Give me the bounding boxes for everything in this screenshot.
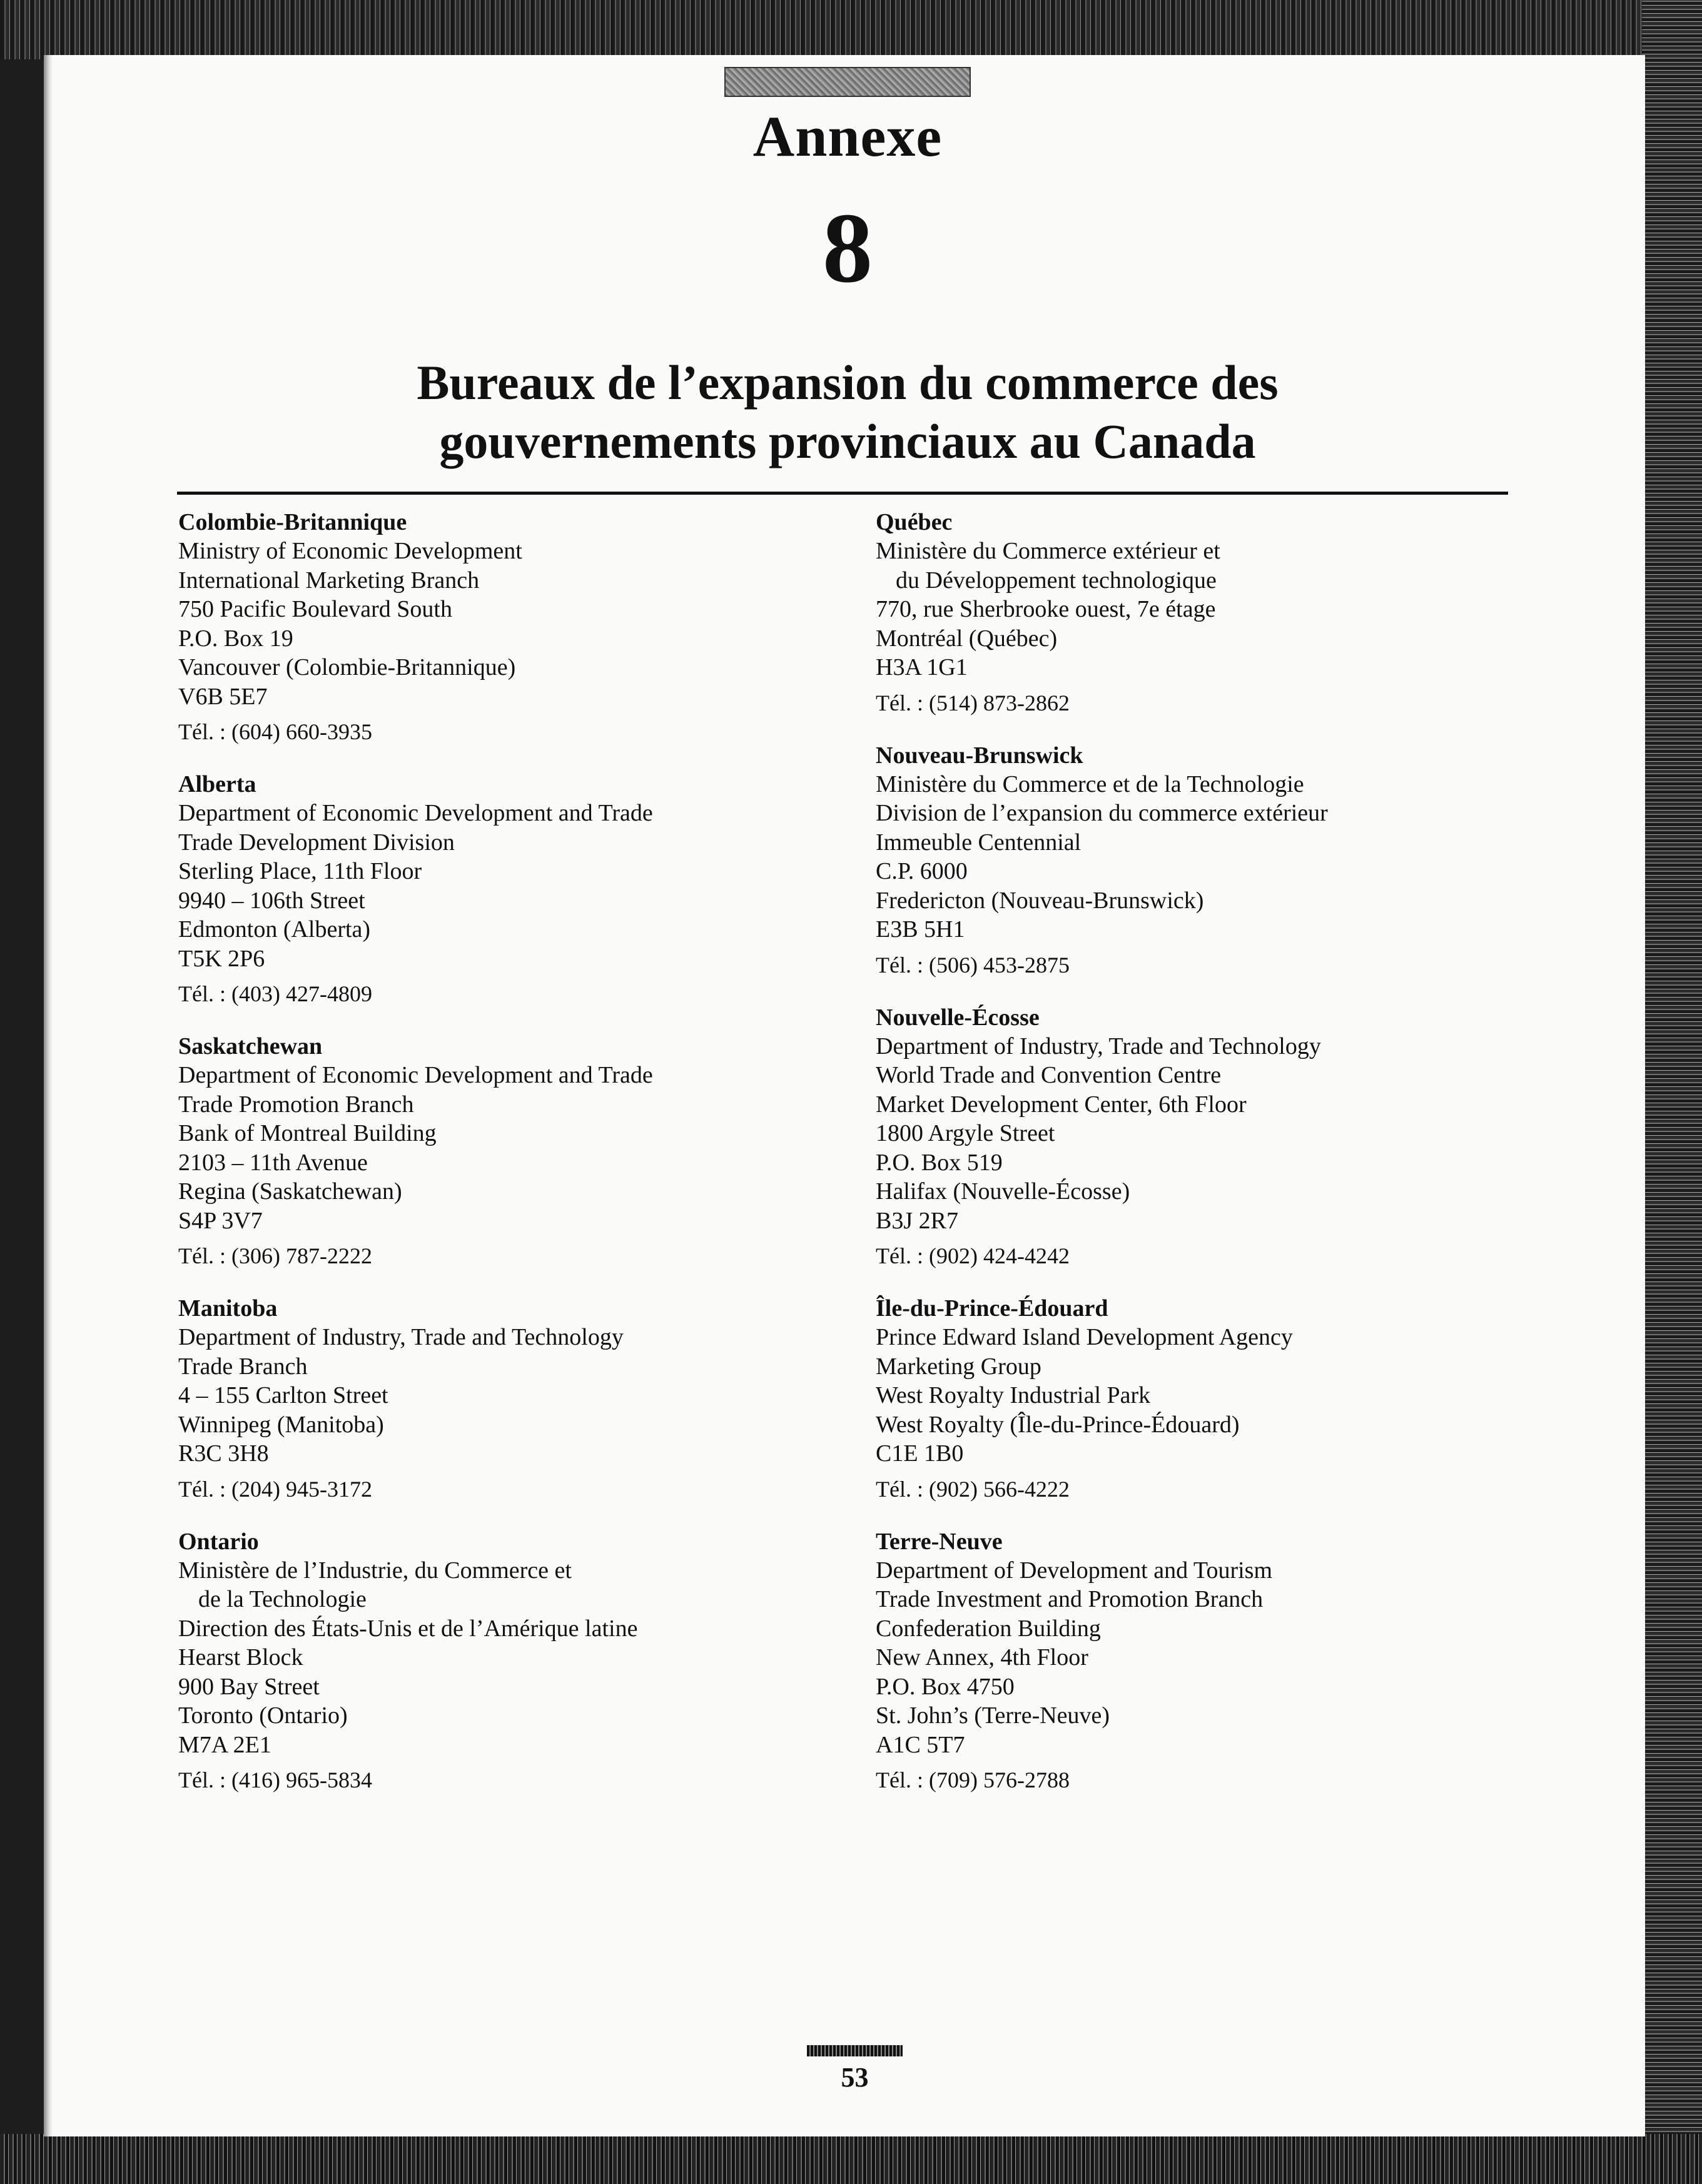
address-line: de la Technologie — [198, 1586, 367, 1612]
address-line: Department of Economic Development and Trade — [178, 1062, 653, 1088]
postal-code: V6B 5E7 — [178, 683, 268, 710]
address-line: St. John’s (Terre-Neuve) — [876, 1702, 1110, 1729]
province-name: Alberta — [178, 771, 256, 797]
address-line: P.O. Box 519 — [876, 1149, 1003, 1176]
address-line: Department of Industry, Trade and Technology — [876, 1033, 1321, 1059]
address-line: 770, rue Sherbrooke ouest, 7e étage — [876, 596, 1216, 622]
address-line: Trade Branch — [178, 1353, 308, 1380]
telephone: Tél. : (306) 787-2222 — [178, 1243, 372, 1268]
province-name: Nouvelle-Écosse — [876, 1004, 1040, 1031]
province-name: Saskatchewan — [178, 1033, 323, 1059]
address-line: 900 Bay Street — [178, 1673, 320, 1700]
section-tab-marker — [724, 67, 971, 97]
address-line: Trade Development Division — [178, 829, 455, 856]
address-line: 4 – 155 Carlton Street — [178, 1382, 388, 1408]
annexe-label: Annexe — [752, 104, 943, 168]
address-line: Division de l’expansion du commerce extérieur — [876, 800, 1328, 826]
office-entry-colombie-britannique — [178, 508, 835, 746]
address-line: Vancouver (Colombie-Britannique) — [178, 654, 516, 680]
address-line: P.O. Box 4750 — [876, 1673, 1015, 1700]
address-line: 750 Pacific Boulevard South — [178, 596, 452, 622]
address-line: Ministère du Commerce extérieur et — [876, 538, 1220, 564]
province-name: Québec — [876, 509, 953, 535]
title-rule — [177, 492, 1508, 495]
address-line: Ministère du Commerce et de la Technologie — [876, 771, 1304, 797]
province-name: Colombie-Britannique — [178, 509, 407, 535]
address-line: Sterling Place, 11th Floor — [178, 858, 422, 884]
postal-code: C1E 1B0 — [876, 1440, 964, 1467]
postal-code: M7A 2E1 — [178, 1731, 271, 1758]
address-line: Direction des États-Unis et de l’Amérique latine — [178, 1615, 638, 1642]
title-line-2: gouvernements provinciaux au Canada — [439, 414, 1256, 468]
scan-border-right — [1642, 0, 1702, 2184]
telephone: Tél. : (204) 945-3172 — [178, 1476, 372, 1502]
telephone: Tél. : (902) 566-4222 — [876, 1476, 1070, 1502]
address-line: du Développement technologique — [896, 567, 1217, 594]
address-line: Bank of Montreal Building — [178, 1120, 437, 1146]
office-entry-ontario — [178, 1527, 835, 1795]
office-entry-terre-neuve — [876, 1527, 1532, 1795]
address-line: International Marketing Branch — [178, 567, 480, 594]
address-line: Market Development Center, 6th Floor — [876, 1091, 1247, 1118]
address-line: Fredericton (Nouveau-Brunswick) — [876, 887, 1204, 914]
address-line: Edmonton (Alberta) — [178, 916, 371, 943]
right-column — [876, 508, 1532, 1794]
scan-border-bottom — [0, 2134, 1702, 2184]
telephone: Tél. : (604) 660-3935 — [178, 719, 372, 744]
address-line: World Trade and Convention Centre — [876, 1062, 1222, 1088]
address-line: Ministère de l’Industrie, du Commerce et — [178, 1557, 572, 1584]
address-line: 1800 Argyle Street — [876, 1120, 1055, 1146]
address-line: Trade Investment and Promotion Branch — [876, 1586, 1264, 1612]
address-line: 9940 – 106th Street — [178, 887, 365, 914]
address-line: Immeuble Centennial — [876, 829, 1081, 856]
province-name: Terre-Neuve — [876, 1528, 1003, 1555]
address-line: Department of Economic Development and Trade — [178, 800, 653, 826]
page-number: 53 — [841, 2062, 869, 2093]
page-title — [313, 353, 1382, 471]
address-line: Marketing Group — [876, 1353, 1041, 1380]
province-name: Nouveau-Brunswick — [876, 742, 1083, 769]
address-line: Department of Industry, Trade and Technology — [178, 1324, 624, 1350]
office-entry-alberta — [178, 770, 835, 1008]
office-entry-manitoba — [178, 1294, 835, 1504]
province-name: Manitoba — [178, 1295, 278, 1322]
province-name: Ontario — [178, 1528, 259, 1555]
office-entry-quebec — [876, 508, 1532, 717]
postal-code: R3C 3H8 — [178, 1440, 269, 1467]
postal-code: A1C 5T7 — [876, 1731, 965, 1758]
address-line: P.O. Box 19 — [178, 625, 293, 652]
office-entry-ile-du-prince-edouard — [876, 1294, 1532, 1504]
title-line-1: Bureaux de l’expansion du commerce des — [417, 355, 1279, 410]
telephone: Tél. : (709) 576-2788 — [876, 1767, 1070, 1792]
footer-tab-marker — [807, 2045, 903, 2056]
postal-code: T5K 2P6 — [178, 945, 265, 972]
address-line: Prince Edward Island Development Agency — [876, 1324, 1293, 1350]
annexe-number: 8 — [823, 192, 873, 303]
office-entry-nouveau-brunswick — [876, 741, 1532, 979]
office-entry-nouvelle-ecosse — [876, 1003, 1532, 1271]
telephone: Tél. : (514) 873-2862 — [876, 690, 1070, 715]
postal-code: H3A 1G1 — [876, 654, 968, 680]
telephone: Tél. : (416) 965-5834 — [178, 1767, 372, 1792]
address-line: New Annex, 4th Floor — [876, 1644, 1088, 1671]
address-line: Ministry of Economic Development — [178, 538, 522, 564]
address-line: Halifax (Nouvelle-Écosse) — [876, 1178, 1130, 1205]
address-line: Hearst Block — [178, 1644, 303, 1671]
address-line: C.P. 6000 — [876, 858, 968, 884]
telephone: Tél. : (403) 427-4809 — [178, 981, 372, 1006]
address-line: West Royalty (Île-du-Prince-Édouard) — [876, 1411, 1240, 1438]
page-binding-edge — [44, 55, 53, 2136]
address-line: 2103 – 11th Avenue — [178, 1149, 368, 1176]
postal-code: B3J 2R7 — [876, 1207, 958, 1234]
left-column — [178, 508, 835, 1794]
telephone: Tél. : (506) 453-2875 — [876, 952, 1070, 978]
postal-code: S4P 3V7 — [178, 1207, 263, 1234]
address-line: Regina (Saskatchewan) — [178, 1178, 402, 1205]
address-line: Trade Promotion Branch — [178, 1091, 414, 1118]
scan-border-top — [0, 0, 1702, 59]
address-line: Montréal (Québec) — [876, 625, 1058, 652]
postal-code: E3B 5H1 — [876, 916, 965, 943]
address-line: West Royalty Industrial Park — [876, 1382, 1151, 1408]
province-name: Île-du-Prince-Édouard — [876, 1295, 1108, 1322]
address-line: Department of Development and Tourism — [876, 1557, 1273, 1584]
address-line: Confederation Building — [876, 1615, 1101, 1642]
address-line: Winnipeg (Manitoba) — [178, 1411, 384, 1438]
office-entry-saskatchewan — [178, 1032, 835, 1270]
address-line: Toronto (Ontario) — [178, 1702, 348, 1729]
telephone: Tél. : (902) 424-4242 — [876, 1243, 1070, 1268]
